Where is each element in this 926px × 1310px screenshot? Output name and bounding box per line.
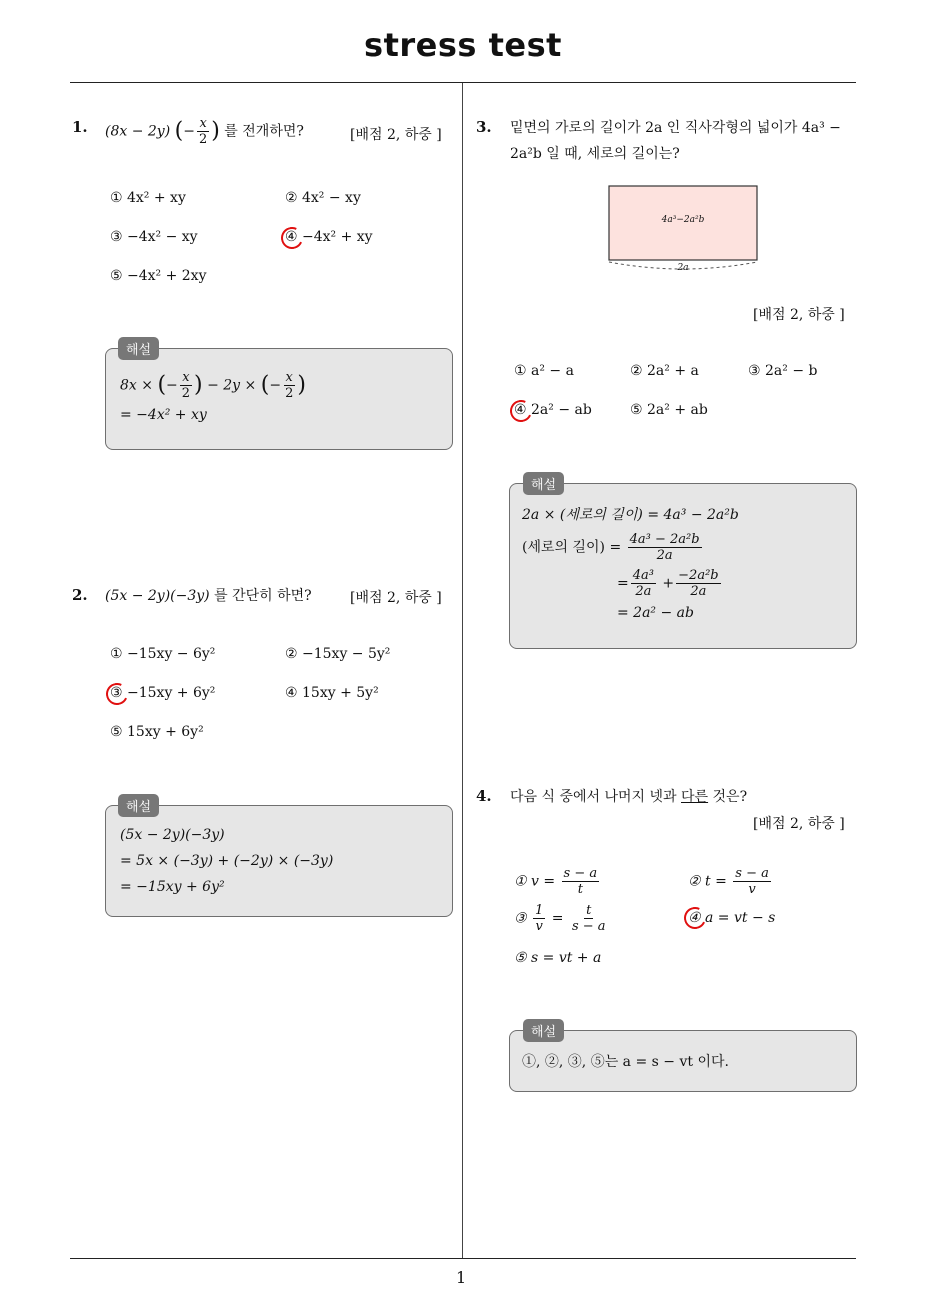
header-rule [70, 82, 856, 83]
q1-sol-part-a: 8x × [120, 377, 153, 394]
q1-option-3[interactable]: ③ −4x² − xy [110, 229, 198, 245]
question-1-text: (8x − 2y) (− $\frac{x}{2}$ ) 를 전개하면? [105, 116, 304, 147]
page-title: stress test [364, 26, 562, 64]
question-3-number: 3. [476, 118, 492, 136]
question-2-text [105, 583, 312, 609]
question-1-meta: [배점 2, 하중 ] [350, 127, 442, 143]
q1-solution-line-2: = −4x² + xy [120, 407, 207, 423]
q3-solution-line-1: 2a × (세로의 길이) = 4a³ − 2a²b [522, 507, 739, 523]
q3-sol-label: (세로의 길이) = [522, 539, 622, 556]
page-number: 1 [456, 1268, 467, 1287]
q3-option-4[interactable]: ④ 2a² − ab [514, 402, 592, 418]
q3-solution-line-4: = 2a² − ab [617, 605, 694, 621]
question-3-text-line-1: 밑면의 가로의 길이가 2a 인 직사각형의 넓이가 4a³ − [510, 120, 841, 136]
footer-rule [70, 1258, 856, 1259]
question-3-meta: [배점 2, 하중 ] [753, 307, 845, 323]
q3-solution-line-2 [522, 532, 704, 563]
q1-option-5[interactable]: ⑤ −4x² + 2xy [110, 268, 207, 284]
q4-opt2-den: v [748, 882, 756, 897]
figure-area-label: 4a³−2a²b [661, 215, 705, 225]
q2-option-4[interactable]: ④ 15xy + 5y² [285, 685, 379, 701]
q4-text-post: 것은? [708, 789, 748, 805]
q3-option-2[interactable]: ② 2a² + a [630, 363, 699, 379]
q3-sol-frac2-den: 2a [635, 584, 652, 599]
q4-opt1-den: t [577, 882, 583, 897]
q4-answer-mark [681, 904, 709, 932]
q3-sol-frac1-den: 2a [656, 548, 673, 563]
q4-opt3-label: ③ [514, 910, 527, 927]
q4-opt1-label: ① v = [514, 873, 556, 890]
q3-option-3[interactable]: ③ 2a² − b [748, 363, 818, 379]
question-4-text [510, 784, 747, 810]
q3-option-5[interactable]: ⑤ 2a² + ab [630, 402, 708, 418]
q4-opt3-left-num: 1 [535, 903, 544, 918]
q1-solution-tab: 해설 [118, 337, 159, 360]
q4-option-3[interactable]: ③ $\frac{1}{v}$ = $\frac{t}{s - a}$ [514, 903, 606, 934]
q3-solution-tab: 해설 [523, 472, 564, 495]
q4-opt2-num: s − a [735, 866, 769, 881]
question-4-meta: [배점 2, 하중 ] [753, 816, 845, 832]
q4-option-2[interactable] [688, 866, 773, 897]
figure-width-label: 2a [677, 263, 689, 273]
q1-option-2[interactable]: ② 4x² − xy [285, 190, 361, 206]
question-4-number: 4. [476, 787, 492, 805]
q3-sol-frac2-num: 4a³ [632, 568, 654, 583]
q1-sol-frac1-num: x [182, 370, 190, 385]
q2-option-3[interactable]: ③ −15xy + 6y² [110, 685, 216, 701]
q2-solution-tab: 해설 [118, 794, 159, 817]
q1-sol-frac2-num: x [285, 370, 293, 385]
q4-text-pre: 다음 식 중에서 나머지 넷과 [510, 789, 682, 805]
q4-opt1-num: s − a [563, 866, 598, 881]
q4-opt2-label: ② t = [688, 873, 727, 890]
q1-solution-line-1: 8x × (− $\frac{x}{2}$ ) − 2y × (− $\frac{x}{2}$ ) [120, 370, 306, 401]
q3-sol-frac3-num: −2a²b [678, 568, 719, 583]
q4-solution-line: ①, ②, ③, ⑤는 a = s − vt 이다. [522, 1054, 729, 1070]
q4-text-underlined: 다른 [681, 789, 709, 805]
q2-expr: (5x − 2y)(−3y) [105, 588, 210, 604]
q3-sol-frac1-num: 4a³ − 2a²b [629, 532, 700, 547]
q2-option-2[interactable]: ② −15xy − 5y² [285, 646, 391, 662]
q4-solution-tab: 해설 [523, 1019, 564, 1042]
q4-opt3-right-den: s − a [571, 919, 606, 934]
column-divider [462, 83, 463, 1258]
question-3-text-line-2: 2a²b 일 때, 세로의 길이는? [510, 146, 680, 162]
q2-solution-line-2: = 5x × (−3y) + (−2y) × (−3y) [120, 853, 334, 869]
q1-sol-part-b: − 2y × [207, 377, 257, 394]
q1-frac-den: 2 [198, 132, 208, 147]
question-2-number: 2. [72, 586, 88, 604]
q4-opt3-left-den: v [535, 919, 543, 934]
q2-text: 를 간단히 하면? [214, 588, 312, 604]
q4-option-1[interactable] [514, 866, 601, 897]
q1-text: 를 전개하면? [224, 123, 304, 140]
question-2-meta: [배점 2, 하중 ] [350, 590, 442, 606]
q1-sol-frac2-den: 2 [285, 386, 294, 401]
q1-sol-frac1-den: 2 [181, 386, 191, 401]
q3-solution-line-3: = $\frac{\text{4a³}}{2a}$ + $\frac{\text{−2a²b}}{2a}$ [617, 568, 719, 599]
q4-option-4[interactable]: ④ a = vt − s [688, 910, 776, 926]
q3-sol-frac3-den: 2a [690, 584, 707, 599]
q2-solution-line-1: (5x − 2y)(−3y) [120, 827, 225, 843]
q2-solution-line-3: = −15xy + 6y² [120, 879, 225, 895]
question-1-number: 1. [72, 118, 88, 136]
q1-option-1[interactable]: ① 4x² + xy [110, 190, 186, 206]
q3-option-1[interactable]: ① a² − a [514, 363, 574, 379]
q4-opt3-right-num: t [586, 903, 592, 918]
q2-option-1[interactable]: ① −15xy − 6y² [110, 646, 216, 662]
q1-frac-num: x [199, 116, 207, 131]
q1-expr-left: (8x − 2y) [105, 123, 171, 140]
q4-option-5[interactable]: ⑤ s = vt + a [514, 950, 602, 966]
q2-option-5[interactable]: ⑤ 15xy + 6y² [110, 724, 204, 740]
q1-option-4[interactable]: ④ −4x² + xy [285, 229, 373, 245]
